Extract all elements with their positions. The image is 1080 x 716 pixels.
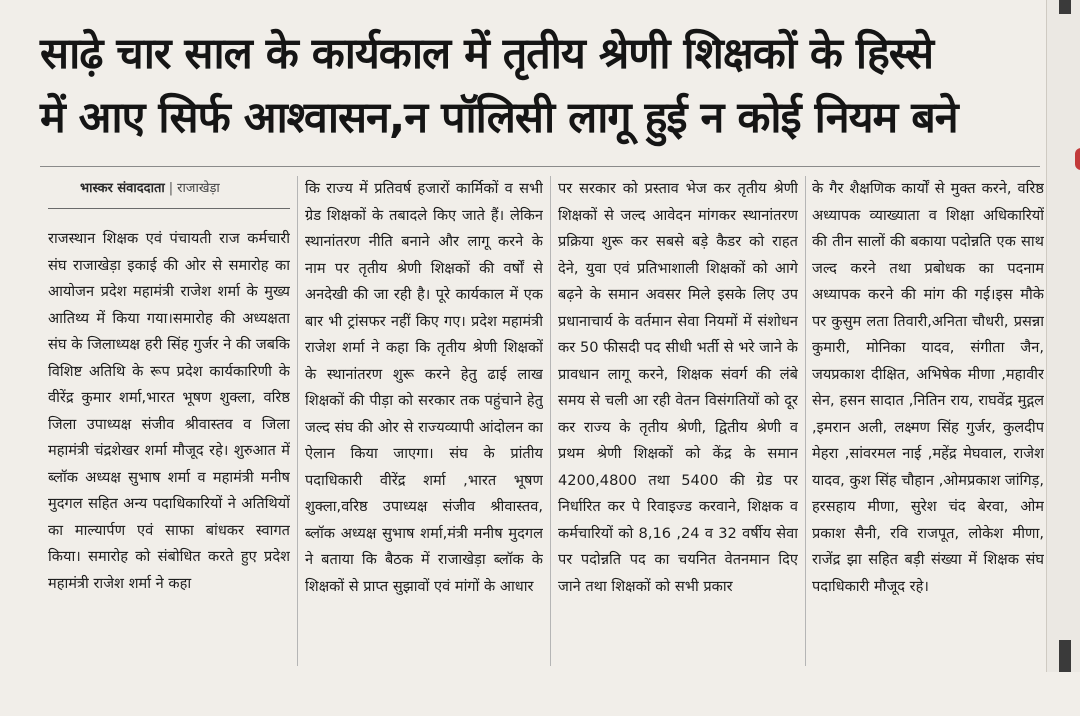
article-column-3: पर सरकार को प्रस्ताव भेज कर तृतीय श्रेणी शिक्षकों से जल्द आवेदन मांगकर स्थानांतरण प्रक्रिया शुरू कर सबसे बड़े कैडर को राहत देने, युवा एवं प्रतिभाशाली शिक्षकों को आगे बढ़ने के समान अवसर मिले इसके लिए उप प्रधानाचार्य के वर्तमान सेवा नियमों में संशोधन कर 50 फीसदी पद सीधी भर्ती से भरे जाने के प्रावधान लागू करने, शिक्षक संवर्ग की लंबे समय से चली आ रही वेतन विसंगतियों को दूर कर राज्य के तृतीय श्रेणी, द्वितीय श्रेणी व प्रथम श्रेणी शिक्षकों को केंद्र के समान 4200,4800 तथा 5400 की ग्रेड पर निर्धारित कर पे रिवाइज्ड करवाने, शिक्षक व कर्मचारियों को 8,16 ,24 व 32 वर्षीय सेवा पर पदोन्नति पद का चयनित वेतनमान दिए जाने तथा शिक्षकों को सभी प्रकार bbox=[558, 180, 798, 595]
article-column-2: कि राज्य में प्रतिवर्ष हजारों कार्मिकों व सभी ग्रेड शिक्षकों के तबादले किए जाते हैं। लेकिन स्थानांतरण नीति बनाने और लागू करने के नाम पर तृतीय श्रेणी शिक्षकों की वर्षों से अनदेखी की जा रही है। पूरे कार्यकाल में एक बार भी ट्रांसफर नहीं किए गए। प्रदेश महामंत्री राजेश शर्मा ने कहा कि तृतीय श्रेणी शिक्षकों के स्थानांतरण शुरू करने हेतु ढाई लाख शिक्षकों की पीड़ा को सरकार तक पहुंचाने हेतु जल्द संघ की ओर से राज्यव्यापी आंदोलन का ऐलान किया जाएगा। संघ के प्रांतीय पदाधिकारी वीरेंद्र शर्मा ,भारत भूषण शुक्ला,वरिष्ठ उपाध्यक्ष संजीव श्रीवास्तव, ब्लॉक अध्यक्ष सुभाष शर्मा,मंत्री मनीष मुदगल ने बताया कि बैठक में राजाखेड़ा ब्लॉक के शिक्षकों से प्राप्त सुझावों एवं मांगों के आधार bbox=[305, 180, 543, 595]
column-divider bbox=[297, 176, 298, 666]
article-column-4: के गैर शैक्षणिक कार्यों से मुक्त करने, वरिष्ठ अध्यापक व्याख्याता व शिक्षा अधिकारियों की तीन सालों की बकाया पदोन्नति एक साथ जल्द करने तथा प्रबोधक का पदनाम अध्यापक करने की मांग की गई।इस मौके पर कुसुम लता तिवारी,अनिता चौधरी, प्रसन्ना कुमारी, मोनिका यादव, संगीता जैन, जयप्रकाश दीक्षित, अभिषेक मीणा ,महावीर सेन, हसन सादात ,नितिन राय, राघवेंद्र मुद्गल ,इमरान अली, लक्ष्मण सिंह गुर्जर, कुलदीप मेहरा ,सांवरमल नाई ,महेंद्र मेघवाल, राजेश यादव, कुश सिंह चौहान ,ओमप्रकाश जांगिड़, हरसहाय मीणा, सुरेश चंद बेरवा, ओम प्रकाश सैनी, रवि राजपूत, लोकेश मीणा, राजेंद्र झा सहित बड़ी संख्या में शिक्षक संघ पदाधिकारी मौजूद रहे। bbox=[812, 180, 1044, 595]
edge-mark bbox=[1059, 640, 1071, 672]
article-column-1: राजस्थान शिक्षक एवं पंचायती राज कर्मचारी संघ राजाखेड़ा इकाई की ओर से समारोह का आयोजन प्रदेश महामंत्री राजेश शर्मा के मुख्य आतिथ्य में किया गया।समारोह की अध्यक्षता संघ के जिलाध्यक्ष हरी सिंह गुर्जर ने की जबकि विशिष्ट अतिथि के रूप प्रदेश कार्यकारिणी के वीरेंद्र कुमार शर्मा,भारत भूषण शुक्ला, वरिष्ठ जिला उपाध्यक्ष संजीव श्रीवास्तव व जिला महामंत्री चंद्रशेखर शर्मा मौजूद रहे। शुरुआत में ब्लॉक अध्यक्ष सुभाष शर्मा व महामंत्री मनीष मुदगल सहित अन्य पदाधिकारियों ने अतिथियों का माल्यार्पण एवं साफा बांधकर स्वागत किया। समारोह को संबोधित करते हुए प्रदेश महामंत्री राजेश शर्मा ने कहा bbox=[48, 230, 290, 592]
adjacent-page-edge bbox=[1046, 0, 1080, 672]
edge-mark bbox=[1059, 0, 1071, 14]
byline-separator: | bbox=[168, 181, 174, 196]
red-marker bbox=[1075, 148, 1080, 170]
byline-place: राजाखेड़ा bbox=[177, 181, 220, 196]
byline-agency: भास्कर संवाददाता bbox=[80, 181, 165, 196]
headline-rule bbox=[40, 166, 1040, 167]
headline-line-1: साढ़े चार साल के कार्यकाल में तृतीय श्रेणी शिक्षकों के हिस्से bbox=[40, 29, 934, 79]
headline bbox=[40, 22, 1040, 150]
headline-line-2: में आए सिर्फ आश्वासन,न पॉलिसी लागू हुई न कोई नियम बने bbox=[40, 93, 958, 143]
column-divider bbox=[805, 176, 806, 666]
column-divider bbox=[550, 176, 551, 666]
byline-rule bbox=[48, 208, 290, 209]
byline bbox=[80, 178, 220, 196]
